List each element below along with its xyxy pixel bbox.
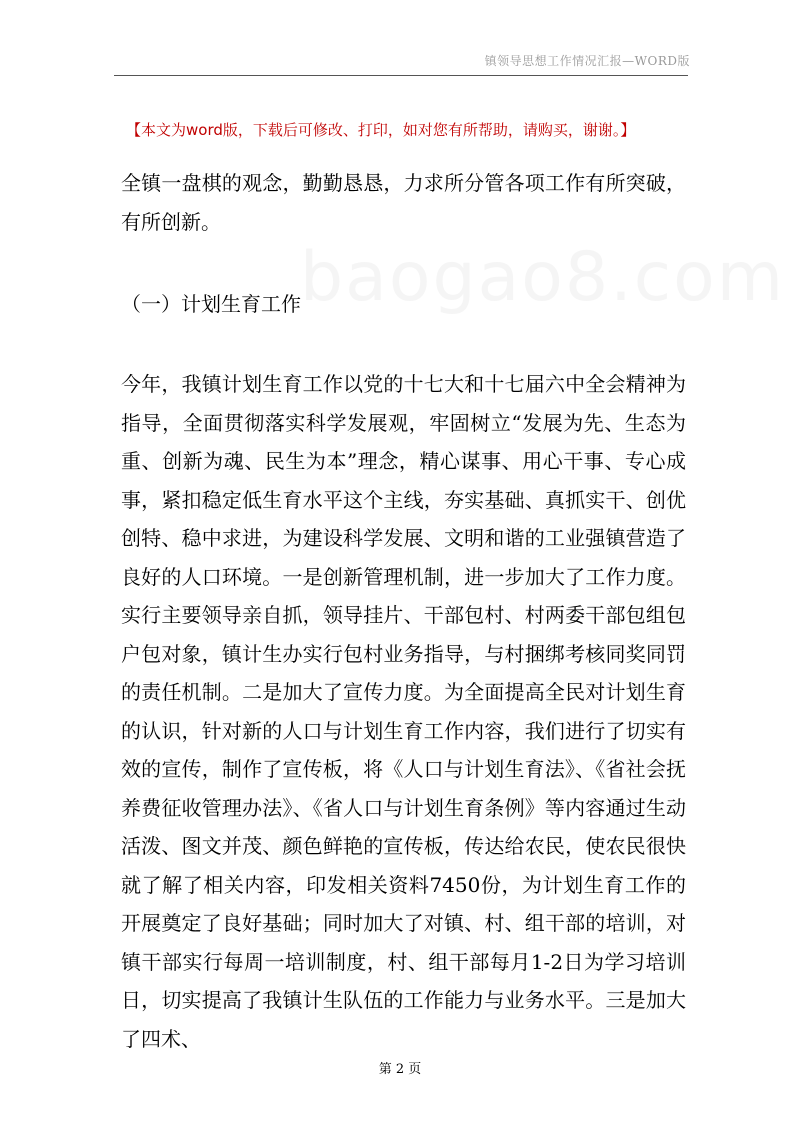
page-header-title: 镇领导思想工作情况汇报—WORD版 xyxy=(484,54,690,68)
download-notice: 【本文为word版，下载后可修改、打印，如对您有所帮助，请购买，谢谢。】 xyxy=(126,121,636,139)
section-heading: （一）计划生育工作 xyxy=(121,292,301,316)
paragraph-2: 今年，我镇计划生育工作以党的十七大和十七届六中全会精神为指导，全面贯彻落实科学发展观，牢固树立“发展为先、生态为重、创新为魂、民生为本”理念，精心谋事、用心干事、专心成事，紧扣稳定低生育水平这个主线，夯实基础、真抓实干、创优创特、稳中求进，为建设科学发展、文明和谐的工业强镇营造了良好的人口环境。一是创新管理机制，进一步加大了工作力度。实行主要领导亲自抓，领导挂片、干部包村、村两委干部包组包户包对象，镇计生办实行包村业务指导，与村捆绑考核同奖同罚的责任机制。二是加大了宣传力度。为全面提高全民对计划生育的认识，针对新的人口与计划生育工作内容，我们进行了切实有效的宣传，制作了宣传板，将《人口与计划生育法》、《省社会抚养费征收管理办法》、《省人口与计划生育条例》等内容通过生动活泼、图文并茂、颜色鲜艳的宣传板，传达给农民，使农民很快就了解了相关内容，印发相关资料7450份，为计划生育工作的开展奠定了良好基础；同时加大了对镇、村、组干部的培训，对镇干部实行每周一培训制度，村、组干部每月1-2日为学习培训日，切实提高了我镇计生队伍的工作能力与业务水平。三是加大了四术、 xyxy=(121,372,686,1051)
watermark: baogao8.com xyxy=(300,238,785,317)
page-number: 第 2 页 xyxy=(378,1062,422,1077)
header-divider xyxy=(114,75,688,76)
paragraph-1: 全镇一盘棋的观念，勤勤恳恳，力求所分管各项工作有所突破，有所创新。 xyxy=(121,171,686,234)
